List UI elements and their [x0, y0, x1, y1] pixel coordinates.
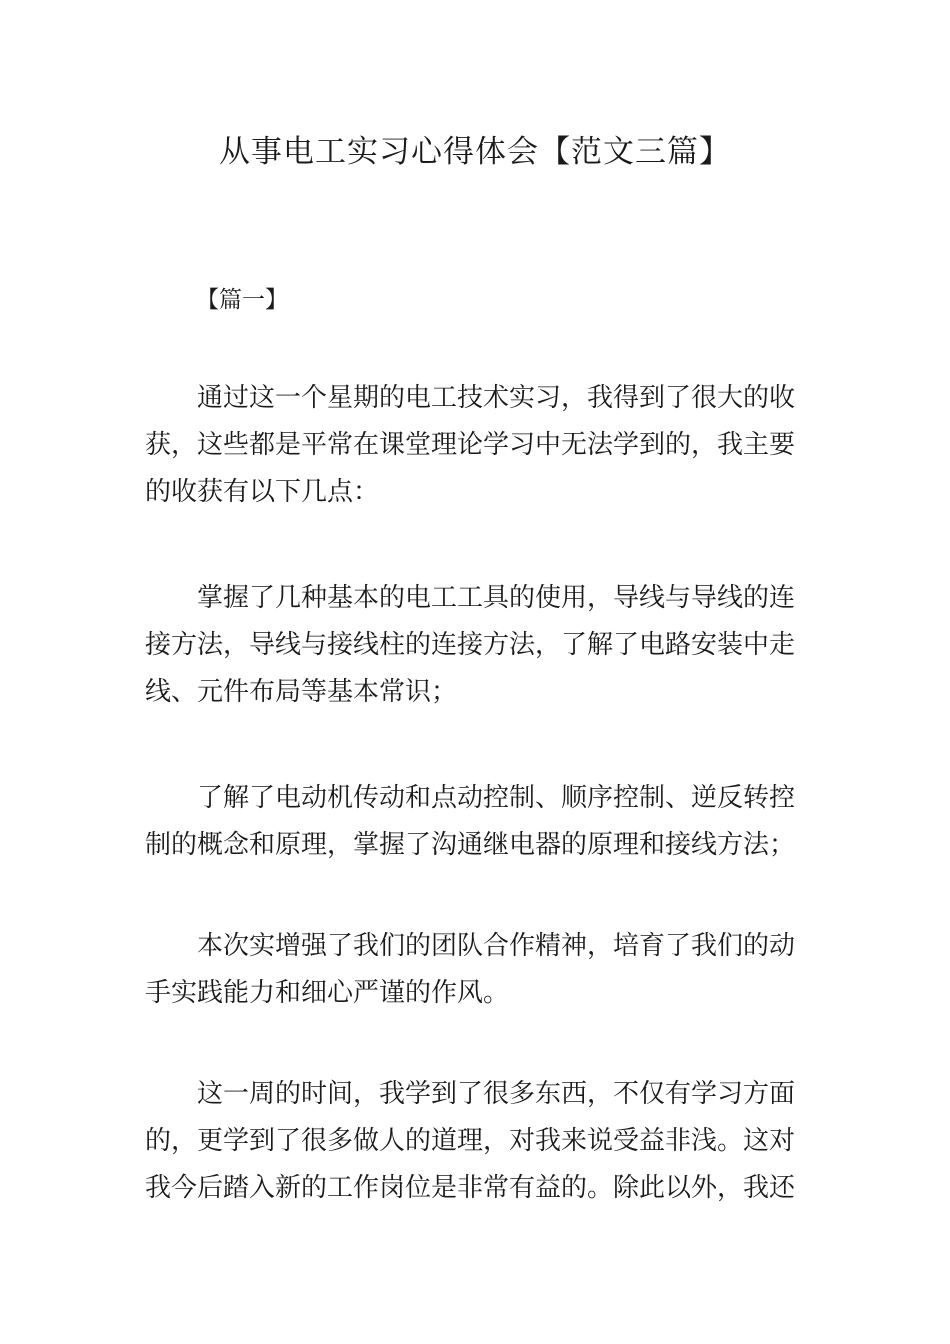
document-title: 从事电工实习心得体会【范文三篇】 [219, 134, 731, 170]
paragraph-2 [145, 575, 810, 716]
paragraph-line: 我今后踏入新的工作岗位是非常有益的。除此以外，我还 [145, 1173, 796, 1203]
paragraph-3 [145, 775, 810, 869]
paragraph-line: 接方法，导线与接线柱的连接方法，了解了电路安装中走 [145, 630, 796, 660]
paragraph-5 [145, 1071, 810, 1212]
paragraph-line: 了解了电动机传动和点动控制、顺序控制、逆反转控 [197, 783, 796, 813]
paragraph-line: 线、元件布局等基本常识； [145, 677, 458, 707]
paragraph-line: 这一周的时间，我学到了很多东西，不仅有学习方面 [197, 1079, 796, 1109]
paragraph-1 [145, 375, 810, 516]
section-label: 【篇一】 [196, 287, 288, 313]
paragraph-line: 通过这一个星期的电工技术实习，我得到了很大的收 [197, 383, 796, 413]
paragraph-line: 获，这些都是平常在课堂理论学习中无法学到的，我主要 [145, 430, 796, 460]
paragraph-line: 本次实增强了我们的团队合作精神，培育了我们的动 [197, 931, 796, 961]
paragraph-line: 的收获有以下几点： [145, 477, 380, 507]
paragraph-line: 制的概念和原理，掌握了沟通继电器的原理和接线方法； [145, 830, 796, 860]
paragraph-4 [145, 923, 810, 1017]
paragraph-line: 手实践能力和细心严谨的作风。 [145, 978, 510, 1008]
paragraph-line: 掌握了几种基本的电工工具的使用，导线与导线的连 [197, 583, 796, 613]
paragraph-line: 的，更学到了很多做人的道理，对我来说受益非浅。这对 [145, 1126, 796, 1156]
